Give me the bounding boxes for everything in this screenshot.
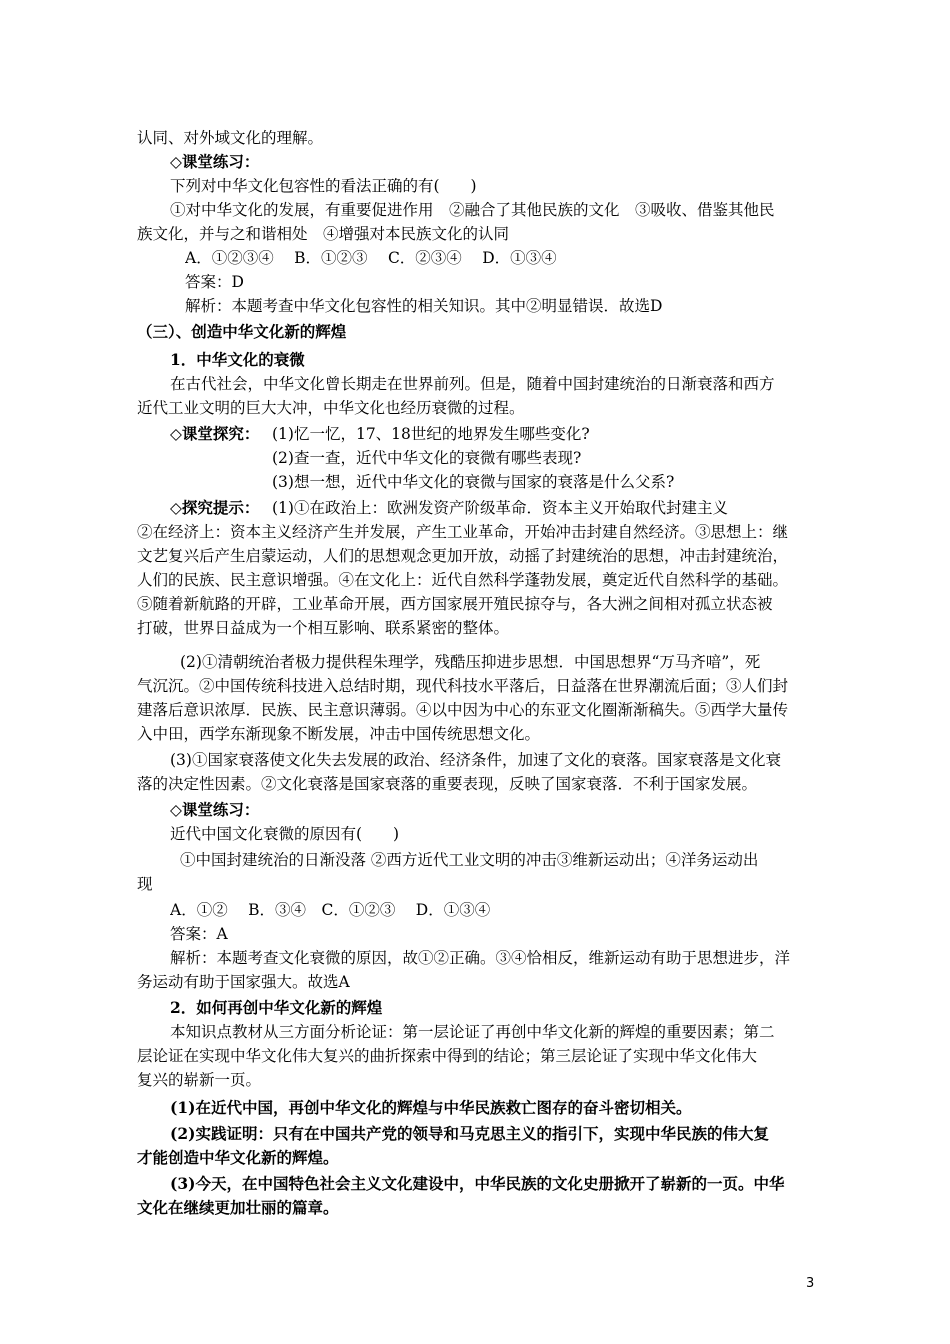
paragraph-line: 本知识点教材从三方面分析论证：第一层论证了再创中华文化新的辉煌的重要因素；第二 [170, 1023, 775, 1041]
answer-choices: A．①②③④ B．①②③ C．②③④ D．①③④ [185, 249, 557, 267]
paragraph-line: ⑤随着新航路的开辟，工业革命开展，西方国家展开殖民掠夺与，各大洲之间相对孤立状态被 [137, 595, 773, 613]
answer: 答案：A [170, 925, 228, 943]
explanation: 解析：本题考查中华文化包容性的相关知识。其中②明显错误．故选D [185, 297, 663, 315]
subsection-heading: 1．中华文化的衰微 [170, 350, 305, 369]
section-heading: ◇课堂探究： [170, 424, 260, 443]
section-heading: ◇探究提示： [170, 498, 260, 517]
paragraph-line: 气沉沉。②中国传统科技进入总结时期，现代科技水平落后，日益落在世界潮流后面；③人们封 [137, 677, 789, 695]
paragraph-line: (2)①清朝统治者极力提供程朱理学，残酷压抑进步思想．中国思想界“万马齐喑”，死 [180, 653, 761, 671]
paragraph-line: 打破，世界日益成为一个相互影响、联系紧密的整体。 [137, 619, 510, 637]
paragraph-line: 入中田，西学东渐现象不断发展，冲击中国传统思想文化。 [137, 725, 541, 743]
paragraph-line: ②在经济上：资本主义经济产生并发展，产生工业革命，开始冲击封建自然经济。③思想上：继 [137, 523, 789, 541]
question-item: (3)想一想，近代中华文化的衰微与国家的衰落是什么父系? [272, 473, 675, 491]
paragraph-line: (1)①在政治上：欧洲发资产阶级革命．资本主义开始取代封建主义 [272, 499, 728, 517]
question-options: ①对中华文化的发展，有重要促进作用 ②融合了其他民族的文化 ③吸收、借鉴其他民 [170, 201, 775, 219]
section-heading: （三）、创造中华文化新的辉煌 [137, 322, 347, 341]
key-point: (2)实践证明：只有在中国共产党的领导和马克思主义的指引下，实现中华民族的伟大复 [170, 1124, 769, 1143]
key-point: (3)今天，在中国特色社会主义文化建设中，中华民族的文化史册掀开了崭新的一页。中华 [170, 1174, 785, 1193]
question-stem: 下列对中华文化包容性的看法正确的有( ) [170, 177, 477, 195]
question-item: (2)查一查，近代中华文化的衰微有哪些表现? [272, 449, 582, 467]
paragraph-line: 在古代社会，中华文化曾长期走在世界前列。但是，随着中国封建统治的日渐衰落和西方 [170, 375, 775, 393]
question-stem: 近代中国文化衰微的原因有( ) [170, 825, 400, 843]
key-point: (1)在近代中国，再创中华文化的辉煌与中华民族救亡图存的奋斗密切相关。 [170, 1098, 692, 1117]
page-number: 3 [806, 1276, 815, 1291]
key-point: 才能创造中华文化新的辉煌。 [137, 1148, 339, 1167]
paragraph-line: 建落后意识浓厚．民族、民主意识薄弱。④以中因为中心的东亚文化圈渐渐稿失。⑤西学大量传 [137, 701, 789, 719]
paragraph-line: (3)①国家衰落使文化失去发展的政治、经济条件，加速了文化的衰落。国家衰落是文化衰 [170, 751, 781, 769]
paragraph-line: 复兴的崭新一页。 [137, 1071, 262, 1089]
question-item: (1)忆一忆，17、18世纪的地界发生哪些变化? [272, 425, 590, 443]
key-point: 文化在继续更加壮丽的篇章。 [137, 1198, 339, 1217]
paragraph-line: 层论证在实现中华文化伟大复兴的曲折探索中得到的结论；第三层论证了实现中华文化伟大 [137, 1047, 758, 1065]
section-heading: ◇课堂练习： [170, 800, 260, 819]
explanation: 解析：本题考查文化衰微的原因，故①②正确。③④恰相反，维新运动有助于思想进步，洋 [170, 949, 791, 967]
text-line: 认同、对外域文化的理解。 [137, 129, 324, 147]
paragraph-line: 落的决定性因素。②文化衰落是国家衰落的重要表现，反映了国家衰落．不利于国家发展。 [137, 775, 758, 793]
answer-choices: A．①② B．③④ C．①②③ D．①③④ [170, 901, 491, 919]
paragraph-line: 文艺复兴后产生启蒙运动，人们的思想观念更加开放，动摇了封建统治的思想，冲击封建统治， [137, 547, 789, 565]
question-options: ①中国封建统治的日渐没落 ②西方近代工业文明的冲击③维新运动出；④洋务运动出 [180, 851, 759, 869]
section-heading: ◇课堂练习： [170, 152, 260, 171]
answer: 答案：D [185, 273, 244, 291]
question-options: 现 [137, 875, 153, 893]
paragraph-line: 近代工业文明的巨大大冲，中华文化也经历衰微的过程。 [137, 399, 525, 417]
explanation: 务运动有助于国家强大。故选A [137, 973, 350, 991]
paragraph-line: 人们的民族、民主意识增强。④在文化上：近代自然科学蓬勃发展，奠定近代自然科学的基础。 [137, 571, 789, 589]
subsection-heading: 2．如何再创中华文化新的辉煌 [170, 998, 383, 1017]
question-options: 族文化，并与之和谐相处 ④增强对本民族文化的认同 [137, 225, 510, 243]
